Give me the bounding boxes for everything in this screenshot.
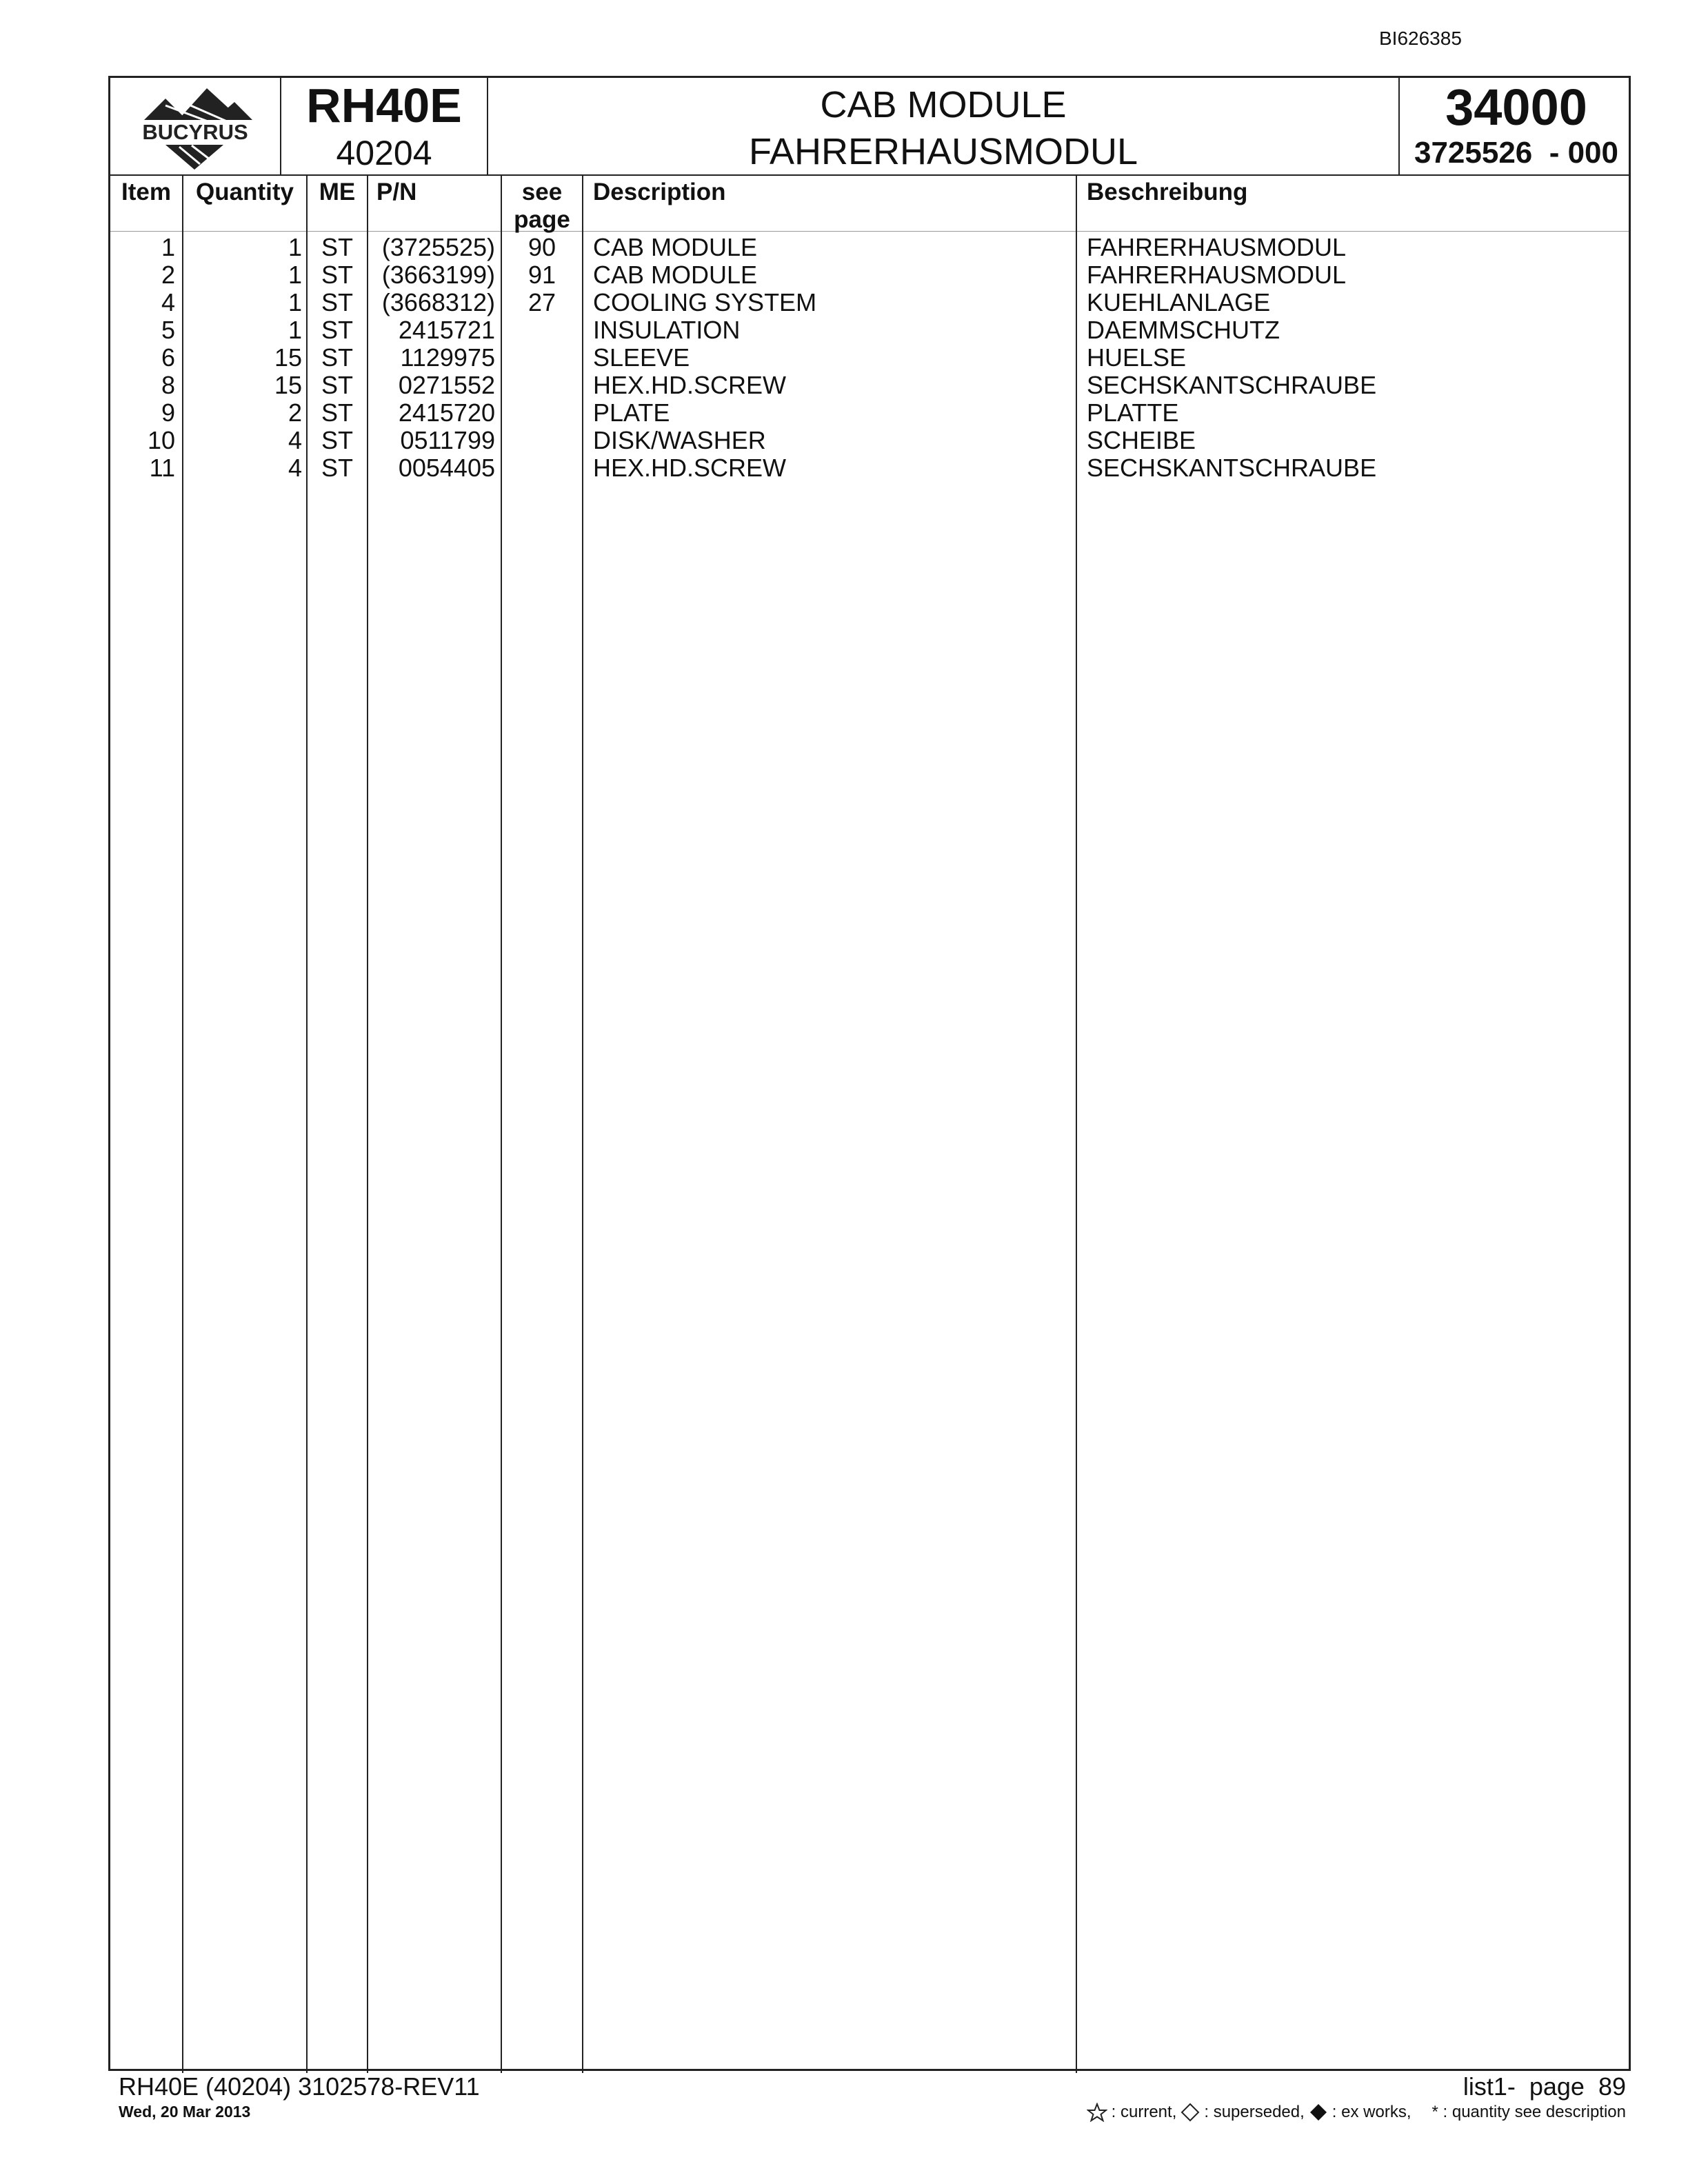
bucyrus-logo — [117, 81, 273, 171]
cell-description: PLATE — [593, 398, 670, 427]
document-id: BI626385 — [1379, 28, 1462, 49]
cell-quantity: 1 — [288, 316, 302, 344]
star-icon — [1087, 2103, 1107, 2122]
cell-pn: 0054405 — [398, 454, 495, 482]
legend — [1087, 2103, 1626, 2122]
cell-item: 8 — [161, 371, 175, 399]
cell-pn: (3725525) — [381, 233, 495, 261]
legend-ex-works: : ex works, — [1332, 2103, 1411, 2121]
col-header-pn: P/N — [376, 179, 417, 205]
legend-quantity: * : quantity see description — [1431, 2103, 1626, 2121]
cell-item: 10 — [147, 426, 175, 454]
cell-beschreibung: SECHSKANTSCHRAUBE — [1087, 371, 1377, 399]
col-header-see: see — [521, 179, 563, 205]
col-header-see-page — [502, 179, 582, 234]
table-row — [110, 399, 1629, 427]
col-header-description: Description — [593, 179, 726, 205]
cell-see-page: 90 — [528, 233, 556, 261]
cell-beschreibung: DAEMMSCHUTZ — [1087, 316, 1280, 344]
cell-item: 6 — [161, 343, 175, 372]
cell-pn: (3668312) — [381, 288, 495, 316]
cell-beschreibung: KUEHLANLAGE — [1087, 288, 1271, 316]
cell-description: CAB MODULE — [593, 261, 758, 289]
footer-page-reference: list1- page 89 — [1463, 2072, 1626, 2101]
cell-item: 11 — [149, 454, 175, 482]
parts-list-frame — [108, 76, 1631, 2071]
cell-description: SLEEVE — [593, 343, 690, 372]
cell-description: CAB MODULE — [593, 233, 758, 261]
title-english: CAB MODULE — [820, 84, 1067, 125]
col-header-beschreibung: Beschreibung — [1087, 179, 1248, 205]
legend-superseded: : superseded, — [1204, 2103, 1305, 2121]
table-row — [110, 261, 1629, 289]
cell-see-page: 91 — [528, 261, 556, 289]
cell-quantity: 1 — [288, 233, 302, 261]
col-header-page: page — [514, 206, 570, 233]
table-row — [110, 316, 1629, 344]
group-code: 34000 — [1445, 79, 1587, 136]
cell-quantity: 4 — [288, 426, 302, 454]
footer-date: Wed, 20 Mar 2013 — [119, 2103, 251, 2121]
col-header-me: ME — [319, 179, 356, 205]
cell-quantity: 2 — [288, 398, 302, 427]
cell-me: ST — [321, 288, 353, 316]
cell-pn: 0511799 — [400, 426, 495, 454]
cell-description: HEX.HD.SCREW — [593, 454, 787, 482]
col-header-item: Item — [121, 179, 171, 205]
cell-beschreibung: HUELSE — [1087, 343, 1187, 372]
cell-me: ST — [321, 371, 353, 399]
cell-description: HEX.HD.SCREW — [593, 371, 787, 399]
cell-me: ST — [321, 261, 353, 289]
cell-pn: (3663199) — [381, 261, 495, 289]
cell-me: ST — [321, 426, 353, 454]
cell-quantity: 4 — [288, 454, 302, 482]
table-row — [110, 427, 1629, 454]
table-row — [110, 454, 1629, 482]
cell-quantity: 1 — [288, 261, 302, 289]
cell-item: 5 — [161, 316, 175, 344]
cell-item: 2 — [161, 261, 175, 289]
cell-me: ST — [321, 343, 353, 372]
footer-document-reference: RH40E (40204) 3102578-REV11 — [119, 2072, 480, 2101]
diamond-filled-icon — [1309, 2103, 1328, 2122]
part-code: 3725526 - 000 — [1414, 136, 1619, 170]
header-divider — [110, 174, 1629, 176]
cell-description: INSULATION — [593, 316, 741, 344]
cell-quantity: 1 — [288, 288, 302, 316]
cell-me: ST — [321, 233, 353, 261]
table-row — [110, 344, 1629, 372]
cell-beschreibung: PLATTE — [1087, 398, 1179, 427]
logo-text: BUCYRUS — [142, 120, 248, 144]
cell-me: ST — [321, 316, 353, 344]
cell-beschreibung: SCHEIBE — [1087, 426, 1196, 454]
cell-quantity: 15 — [274, 343, 302, 372]
cell-description: COOLING SYSTEM — [593, 288, 817, 316]
cell-beschreibung: SECHSKANTSCHRAUBE — [1087, 454, 1377, 482]
cell-item: 1 — [161, 233, 175, 261]
cell-me: ST — [321, 398, 353, 427]
model-name: RH40E — [306, 79, 462, 132]
cell-pn: 0271552 — [398, 371, 495, 399]
table-row — [110, 372, 1629, 399]
title-german: FAHRERHAUSMODUL — [748, 131, 1138, 172]
legend-current: : current, — [1111, 2103, 1177, 2121]
cell-quantity: 15 — [274, 371, 302, 399]
cell-item: 9 — [161, 398, 175, 427]
column-header-divider — [110, 231, 1629, 232]
cell-item: 4 — [161, 288, 175, 316]
cell-see-page: 27 — [528, 288, 556, 316]
cell-pn: 1129975 — [400, 343, 495, 372]
table-row — [110, 289, 1629, 316]
model-number: 40204 — [336, 134, 432, 172]
cell-beschreibung: FAHRERHAUSMODUL — [1087, 261, 1347, 289]
cell-me: ST — [321, 454, 353, 482]
cell-pn: 2415721 — [398, 316, 495, 344]
table-row — [110, 234, 1629, 261]
cell-pn: 2415720 — [398, 398, 495, 427]
cell-beschreibung: FAHRERHAUSMODUL — [1087, 233, 1347, 261]
diamond-outline-icon — [1180, 2103, 1200, 2122]
col-header-quantity: Quantity — [196, 179, 294, 205]
cell-description: DISK/WASHER — [593, 426, 766, 454]
